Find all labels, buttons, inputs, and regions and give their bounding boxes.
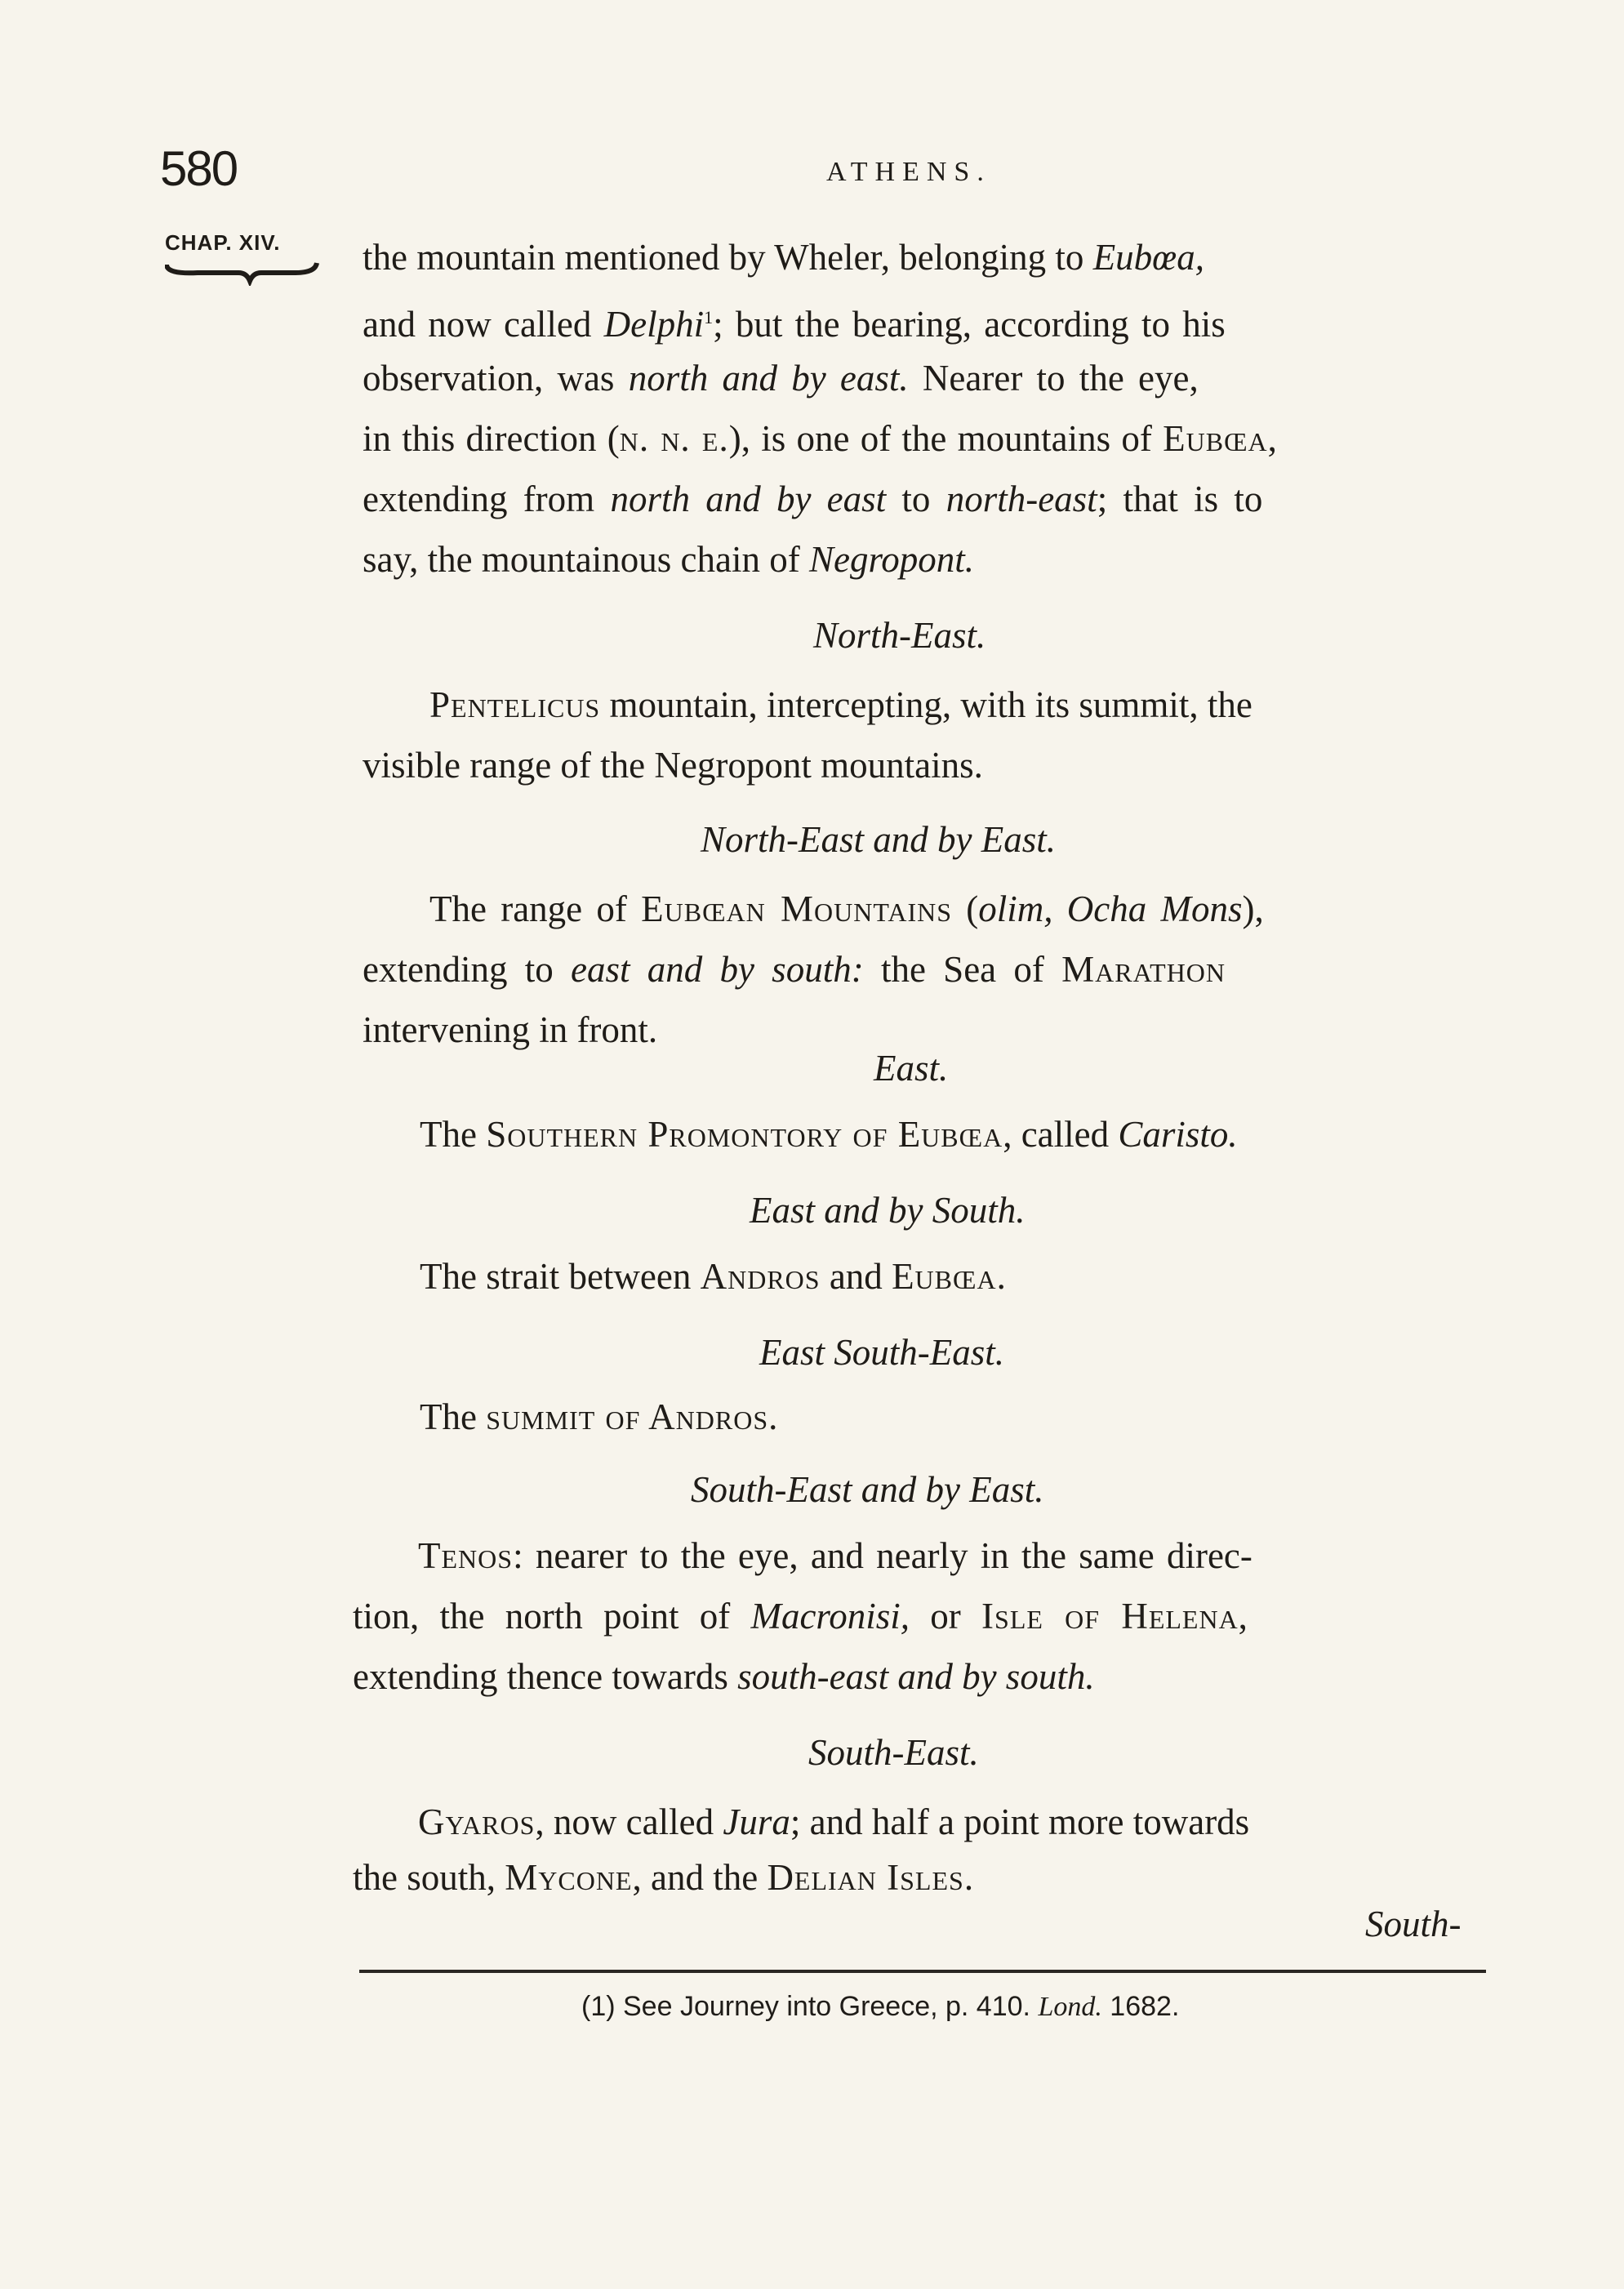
- section-heading: South-East and by East.: [691, 1469, 1044, 1510]
- text-line: extending thence towards south-east and by south.: [353, 1656, 1095, 1697]
- text-line: Pentelicus mountain, intercepting, with its summit, the: [429, 684, 1252, 725]
- text-line: [363, 227, 1506, 287]
- section-heading: North-East.: [813, 615, 986, 656]
- footnote-marker: (1): [581, 1991, 616, 2022]
- section-heading: East.: [874, 1048, 949, 1089]
- section-heading: North-East and by East.: [701, 819, 1056, 860]
- text-line: observation, was north and by east. Nearer to the eye,: [363, 358, 1199, 399]
- text-line: the south, Mycone, and the Delian Isles.: [353, 1857, 975, 1898]
- footnote: (1) See Journey into Greece, p. 410. Lond. 1682.: [581, 1991, 1180, 2022]
- catchword: South-: [1365, 1904, 1462, 1944]
- section-heading: South-East.: [808, 1732, 979, 1773]
- text-line: extending from north and by east to north-east; that is to: [363, 479, 1263, 519]
- text-line: in this direction (n. n. e.), is one of the mountains of Eubœa,: [363, 418, 1278, 459]
- page-number: 580: [160, 141, 238, 196]
- chapter-marginal-note: [165, 230, 320, 296]
- text-line: The summit of Andros.: [420, 1396, 779, 1437]
- section-heading: East and by South.: [750, 1190, 1026, 1231]
- text-line: The strait between Andros and Eubœa.: [420, 1256, 1007, 1297]
- footnote-divider: [359, 1970, 1486, 1973]
- brace-ornament-icon: [165, 261, 320, 286]
- running-title: ATHENS.: [826, 157, 991, 187]
- text-line: The range of Eubœan Mountains (olim, Ocha Mons),: [429, 888, 1264, 929]
- text-line: say, the mountainous chain of Negropont.: [363, 539, 975, 580]
- text-line: tion, the north point of Macronisi, or Isle of Helena,: [353, 1596, 1248, 1637]
- text-line: intervening in front.: [363, 1009, 658, 1050]
- text-line: and now called Delphi$^1$; but the bearing, according to his: [363, 304, 1226, 345]
- chapter-label: CHAP. XIV.: [165, 230, 281, 255]
- text-line: extending to east and by south: the Sea of Marathon: [363, 949, 1226, 990]
- text-line: visible range of the Negropont mountains.: [363, 745, 983, 786]
- section-heading: East South-East.: [759, 1332, 1004, 1373]
- text-line: The Southern Promontory of Eubœa, called Caristo.: [420, 1114, 1238, 1155]
- text-line: Gyaros, now called Jura; and half a point more towards: [418, 1801, 1250, 1842]
- text-line: Tenos: nearer to the eye, and nearly in the same direc-: [418, 1535, 1252, 1576]
- text-line-content: the mountain mentioned by Wheler, belonging to Eubœa,: [363, 237, 1204, 278]
